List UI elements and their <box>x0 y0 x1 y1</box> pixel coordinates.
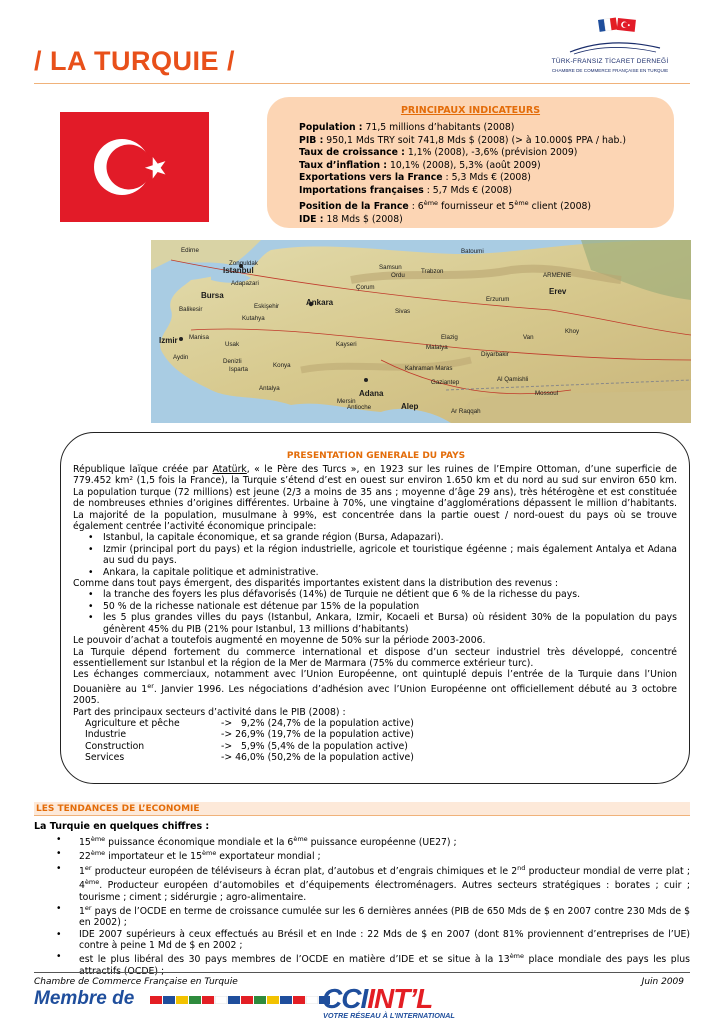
map-label: Erev <box>549 287 567 296</box>
indicator-label: Taux d’inflation : <box>299 159 388 171</box>
key-figures-list <box>34 834 690 977</box>
map-label: Bursa <box>201 291 224 300</box>
map-label: Alep <box>401 402 419 411</box>
chamber-logo <box>530 14 690 80</box>
map-label: Istanbul <box>223 266 254 275</box>
footer-date: Juin 2009 <box>641 977 684 987</box>
sectors-table <box>85 718 414 764</box>
indicator-inflation <box>299 160 669 173</box>
section-header <box>34 802 690 816</box>
map-label: Zonguldak <box>229 260 258 267</box>
indicator-label: Population : <box>299 122 363 133</box>
footer-divider <box>34 972 690 973</box>
membre-de-label: Membre de <box>34 988 135 1009</box>
map-label: ARMENIE <box>543 272 572 279</box>
logo-name-french: CHAMBRE DE COMMERCE FRANÇAISE EN TURQUIE <box>551 68 669 73</box>
map-label: Diyarbakir <box>481 351 509 358</box>
paragraph: La Turquie dépend fortement du commerce international et dispose d’un secteur industriel très développé, concentré essentiellement sur Istanbul et la région de la Mer de Marmara (75% du commerce extérieur turc). <box>73 646 677 669</box>
logo-part: CCI <box>322 983 368 1014</box>
map-label: Adana <box>359 389 384 398</box>
map-label: Malatya <box>426 344 448 351</box>
disparities-list <box>73 589 677 635</box>
ataturk-link[interactable]: Atatürk <box>212 464 247 475</box>
crescent-star-icon <box>60 112 209 222</box>
map-label: Edirne <box>181 247 199 254</box>
table-row <box>85 729 414 740</box>
text-run: , « le Père des Turcs », en 1923 sur les ruines de l’Empire Ottoman, d’une superficie de 779.452 km² (1,5 fois la France), la Turquie s’étend d’est en ouest sur environ 1.650 km et du nord au sud sur environ 650 km. La population turque (72 millions) est jeune (2/3 a moins de 35 ans ; moyenne d’âge 29 ans), très hétérogène et est constituée de nombreuses ethnies d’origines différentes. Urbaine à 70%, une vingtaine d’agglomérations dépassent le million d’habitants. La majorité de la population, musulmane à 99%, est concentrée dans la partie ouest / nord-ouest du pays où se trouve également centrée l’activité économique principale: <box>73 464 677 533</box>
list-item: • les 5 plus grandes villes du pays (Istanbul, Ankara, Izmir, Kocaeli et Bursa) où résident 30% de la population du pays génèrent 45% du PIB (21% pour Istanbul, 13 millions d’habitants) <box>103 612 677 635</box>
list-item: • 1er pays de l’OCDE en terme de croissance cumulée sur les 6 dernières années (PIB de 650 Mds de $ en 2007 contre 230 Mds de $ en 2002) ; <box>79 903 690 929</box>
map-label: Kayseri <box>336 341 357 348</box>
flags-strip-icon <box>150 996 330 1004</box>
map-label: Trabzon <box>421 268 444 275</box>
presentation-intro <box>73 464 677 532</box>
sector-value: -> 26,9% (19,7% de la population active) <box>221 729 414 741</box>
paragraph: Les échanges commerciaux, notamment avec l’Union Européenne, ont quintuplé depuis l’entrée de la Turquie dans l’Union Douanière au 1er. Janvier 1996. Les négociations d’adhésion avec l’Union Européenne ont officiellement débuté au 3 octobre 2005. <box>73 669 677 707</box>
map-label: Usak <box>225 341 240 348</box>
indicator-label: IDE : <box>299 213 324 225</box>
sector-name: Construction <box>85 740 145 752</box>
text-run: République laïque créée par <box>73 464 213 475</box>
indicator-label: Taux de croissance : <box>299 147 405 158</box>
map-label: Khoy <box>565 328 580 335</box>
map-label: Mersin <box>337 398 356 405</box>
presentation-title: PRESENTATION GENERALE DU PAYS <box>286 451 466 461</box>
map-label: Aydin <box>173 354 189 361</box>
map-label: Erzurum <box>486 296 510 303</box>
indicators-title: PRINCIPAUX INDICATEURS <box>400 105 541 116</box>
indicator-value: 950,1 Mds TRY soit 741,8 Mds $ (2008) (> à 10.000$ PPA / hab.) <box>323 134 627 146</box>
map-label: Elazig <box>441 334 458 341</box>
sector-name: Services <box>85 752 125 764</box>
page-title: / LA TURQUIE / <box>34 46 235 76</box>
indicator-value: 1,1% (2008), -3,6% (prévision 2009) <box>404 147 578 158</box>
indicator-value: : 5,3 Mds € (2008) <box>442 172 531 183</box>
map-label: Ankara <box>306 298 334 307</box>
turkey-flag <box>60 112 209 222</box>
indicator-label: Exportations vers la France <box>299 172 443 183</box>
presentation-panel <box>60 432 690 784</box>
list-item: • Istanbul, la capitale économique, et sa grande région (Bursa, Adapazari). <box>103 532 677 543</box>
map-label: Batoumi <box>461 248 484 255</box>
map-label: Al Qamishli <box>497 376 529 383</box>
map-label: Samsun <box>379 264 402 271</box>
map-label: Denizli <box>223 358 242 365</box>
indicator-france-position <box>299 197 669 214</box>
indicator-label: Position de la France <box>299 201 409 213</box>
map-label: Ar Raqqah <box>451 408 481 415</box>
indicator-growth <box>299 147 669 160</box>
sector-name: Industrie <box>85 729 127 741</box>
map-label: Manisa <box>189 334 209 341</box>
list-item: • 15ème puissance économique mondiale et la 6ème puissance européenne (UE27) ; <box>79 834 690 848</box>
paragraph: Le pouvoir d’achat a toutefois augmenté en moyenne de 50% sur la période 2003-2006. <box>73 635 486 647</box>
map-label: Adapazari <box>231 280 259 287</box>
indicator-exports <box>299 172 669 185</box>
paragraph: Part des principaux secteurs d’activité dans le PIB (2008) : <box>73 706 346 718</box>
regions-list <box>73 532 677 578</box>
footer-organization: Chambre de Commerce Française en Turquie <box>34 977 238 987</box>
indicator-pib <box>299 135 669 148</box>
sector-value: -> 46,0% (50,2% de la population active) <box>221 752 414 764</box>
indicator-value: 71,5 millions d’habitants (2008) <box>362 122 515 133</box>
map-label: Balikesir <box>179 306 203 313</box>
turkey-map <box>151 240 691 423</box>
map-label: Kutahya <box>242 315 265 322</box>
indicator-population <box>299 122 669 135</box>
indicator-label: Importations françaises <box>299 184 424 196</box>
indicators-panel <box>267 97 674 228</box>
indicator-value: 18 Mds $ (2008) <box>323 213 403 225</box>
table-row <box>85 741 414 752</box>
map-label: Kahraman Maras <box>405 365 453 372</box>
presentation-body <box>73 464 677 764</box>
map-label: Ordu <box>391 272 405 279</box>
indicators-list <box>299 122 669 226</box>
table-row <box>85 718 414 729</box>
list-item: • la tranche des foyers les plus défavorisés (14%) de Turquie ne détient que 6 % de la richesse du pays. <box>103 589 677 600</box>
sector-value: -> 9,2% (24,7% de la population active) <box>221 718 414 730</box>
table-row <box>85 752 414 763</box>
map-label: Antalya <box>259 385 280 392</box>
map-label: Antioche <box>347 404 372 411</box>
cci-tagline: VOTRE RÉSEAU À L’INTERNATIONAL <box>323 1011 455 1020</box>
cci-intl-logo <box>322 985 432 1013</box>
list-item: • 1er producteur européen de téléviseurs à écran plat, d’autobus et d’engrais chimiques et le 2nd producteur mondial de verre plat ; 4ème. Producteur européen d’automobiles et d’équipements électroménagers. Autres secteurs stratégiques : borates ; cuir ; tourisme ; ciment ; sidérurgie ; agro-alimentaire. <box>79 863 690 903</box>
map-label: Çorum <box>356 284 375 291</box>
map-label: Izmir <box>159 336 178 345</box>
indicator-imports <box>299 185 669 198</box>
indicator-value: : 6ème fournisseur et 5ème client (2008) <box>408 199 592 213</box>
list-item: • est le plus libéral des 30 pays membres de l’OCDE en matière d’IDE et se situe à la 13ème place mondiale des pays les plus <box>79 951 690 977</box>
map-label: Isparta <box>229 366 248 373</box>
map-label: Gaziantep <box>431 379 460 386</box>
map-label: Sivas <box>395 308 411 315</box>
list-item: • 22ème importateur et le 15ème exportateur mondial ; <box>79 848 690 862</box>
map-label: Konya <box>273 362 291 369</box>
indicator-value: 10,1% (2008), 5,3% (août 2009) <box>387 159 541 171</box>
logo-name-turkish: TÜRK-FRANSIZ TİCARET DERNEĞİ <box>551 58 669 65</box>
flags-emblem-icon <box>530 14 690 58</box>
sector-name: Agriculture et pêche <box>85 718 180 730</box>
indicator-ide <box>299 214 669 227</box>
title-divider <box>34 83 690 84</box>
paragraph: Comme dans tout pays émergent, des disparités importantes existent dans la distribution des revenus : <box>73 578 559 590</box>
logo-part: INT’L <box>367 983 433 1014</box>
list-item: • Ankara, la capitale politique et administrative. <box>103 567 677 578</box>
map-label: Van <box>523 334 534 341</box>
section-subtitle: La Turquie en quelques chiffres : <box>34 821 210 832</box>
sector-value: -> 5,9% (5,4% de la population active) <box>221 740 408 752</box>
section-title: LES TENDANCES DE L’ECONOMIE <box>36 804 200 814</box>
indicator-label: PIB : <box>299 134 324 146</box>
list-item: • IDE 2007 supérieurs à ceux effectués au Brésil et en Inde : 22 Mds de $ en 2007 (dont 81% proviennent d’entreprises de l’UE) contre à peine 1 Md de $ en 2002 ; <box>79 929 690 952</box>
map-label: Eskişehir <box>254 303 280 310</box>
indicator-value: : 5,7 Mds € (2008) <box>423 184 513 196</box>
map-label: Mossoul <box>535 390 559 397</box>
list-item: • Izmir (principal port du pays) et la région industrielle, agricole et touristique égéenne ; mais également Antalya et Adana au sud du pays. <box>103 544 677 567</box>
list-item: • 50 % de la richesse nationale est détenue par 15% de la population <box>103 601 677 612</box>
